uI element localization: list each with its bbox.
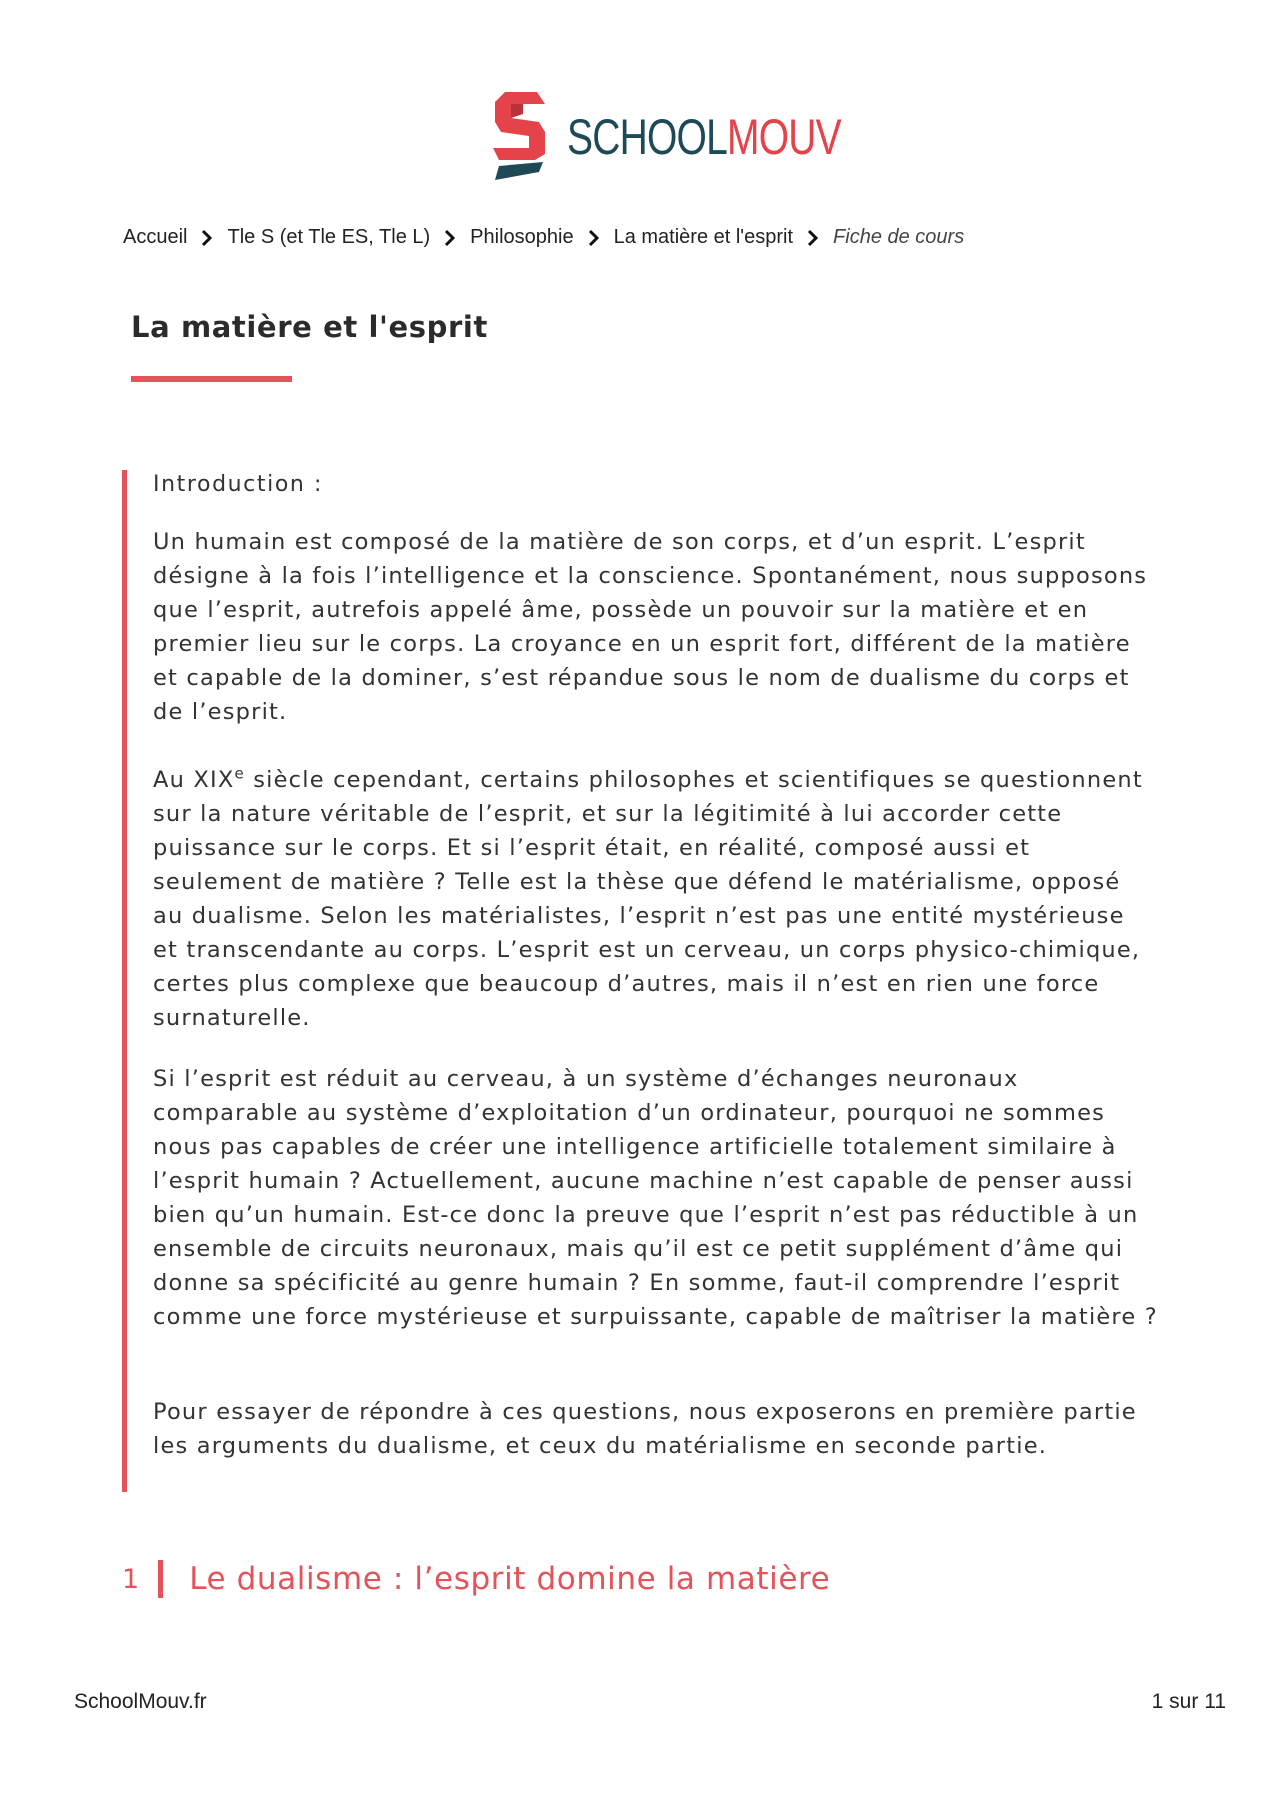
- breadcrumb-current: Fiche de cours: [833, 226, 965, 248]
- breadcrumb-item-level[interactable]: Tle S (et Tle ES, Tle L): [227, 226, 431, 248]
- intro-p2-rest: siècle cependant, certains philosophes et scientifiques se questionnent sur la nature véritable de l’esprit, et sur la légitimité à lui accorder cette puissance sur le corps. Et si l’esprit était, en réalité, composé aussi et seulement de matière ? Telle est la thèse que défend le matérialisme, opposé au dualisme. Selon les matérialistes, l’esprit n’est pas une entité mystérieuse et transcendante au corps. L’esprit est un cerveau, un corps physico-chimique, certes plus complexe que beaucoup d’autres, mais il n’est en rien une force surnaturelle.: [153, 767, 1143, 1031]
- logo-wordmark: [567, 109, 841, 165]
- chevron-right-icon: [588, 229, 600, 247]
- section-title: Le dualisme : l’esprit domine la matière: [189, 1561, 831, 1597]
- footer-site: SchoolMouv.fr: [74, 1690, 207, 1713]
- title-underline: [131, 376, 292, 382]
- intro-paragraph-3: Si l’esprit est réduit au cerveau, à un système d’échanges neuronaux comparable au système d’exploitation d’un ordinateur, pourquoi ne sommes nous pas capables de créer une intelligence artificielle totalement similaire à l’esprit humain ? Actuellement, aucune machine n’est capable de penser aussi bien qu’un humain. Est-ce donc la preuve que l’esprit n’est pas réductible à un ensemble de circuits neuronaux, mais qu’il est ce petit supplément d’âme qui donne sa spécificité au genre humain ? En somme, faut-il comprendre l’esprit comme une force mystérieuse et surpuissante, capable de maîtriser la matière ?: [153, 1066, 1158, 1330]
- schoolmouv-logo[interactable]: [493, 92, 918, 182]
- footer-page-info: 1 sur 11: [1151, 1690, 1226, 1713]
- section-heading-1: [122, 1560, 830, 1598]
- logo-s-icon: [493, 92, 545, 182]
- breadcrumb-item-subject[interactable]: Philosophie: [470, 226, 574, 248]
- logo-word-mouv: MOUV: [727, 109, 841, 165]
- breadcrumb-item-chapter[interactable]: La matière et l'esprit: [613, 226, 794, 248]
- page-title: La matière et l'esprit: [131, 310, 488, 344]
- intro-p2-superscript: e: [234, 764, 245, 783]
- intro-p2-prefix: Au XIX: [153, 767, 235, 793]
- section-number: 1: [122, 1563, 141, 1595]
- intro-paragraph-1: Un humain est composé de la matière de son corps, et d’un esprit. L’esprit désigne à la fois l’intelligence et la conscience. Spontanément, nous supposons que l’esprit, autrefois appelé âme, possède un pouvoir sur la matière et en premier lieu sur le corps. La croyance en un esprit fort, différent de la matière et capable de la dominer, s’est répandue sous le nom de dualisme du corps et de l’esprit.: [153, 529, 1148, 725]
- intro-paragraph-4: Pour essayer de répondre à ces questions, nous exposerons en première partie les arguments du dualisme, et ceux du matérialisme en seconde partie.: [153, 1399, 1137, 1459]
- breadcrumb-item-accueil[interactable]: Accueil: [123, 226, 188, 248]
- logo-word-school: SCHOOL: [567, 109, 728, 165]
- intro-label: Introduction :: [153, 472, 324, 497]
- chevron-right-icon: [807, 229, 819, 247]
- section-divider-bar: [158, 1560, 163, 1598]
- chevron-right-icon: [444, 229, 456, 247]
- chevron-right-icon: [201, 229, 213, 247]
- breadcrumb: [123, 226, 964, 249]
- intro-paragraph-2: [153, 763, 1158, 1035]
